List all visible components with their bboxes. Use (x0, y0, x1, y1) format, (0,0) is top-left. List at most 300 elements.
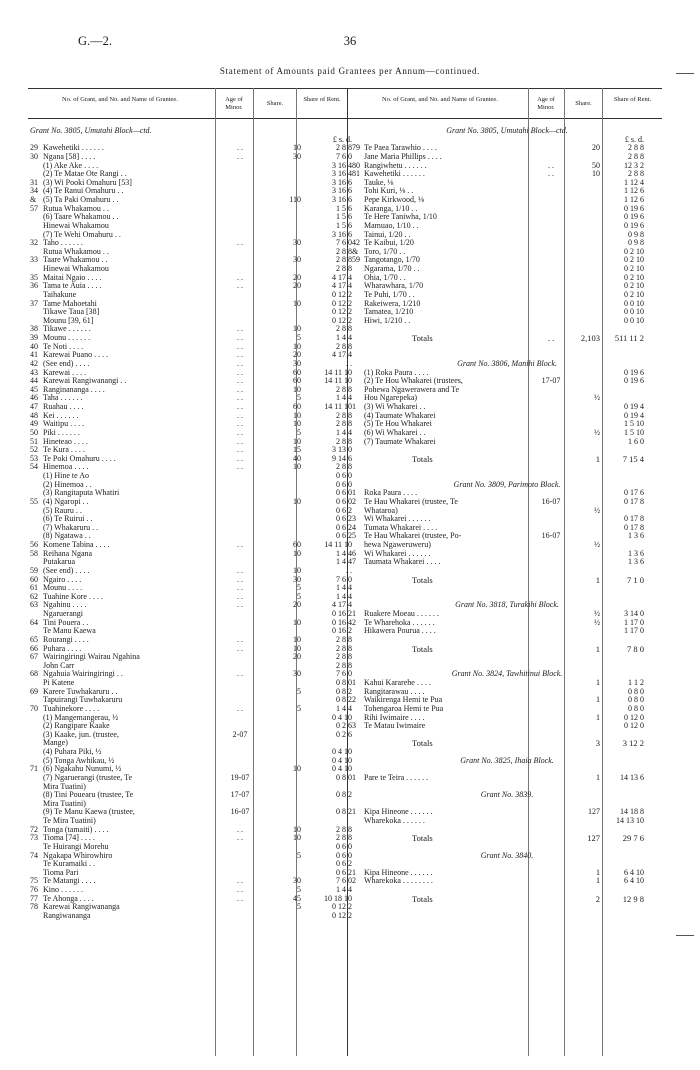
grantee-name: (7) Ngaruerangi (trustee, Te (43, 772, 133, 782)
grantee-name: Rutua Whakamou . . (43, 246, 109, 256)
rent-value: 1 12 6 (624, 186, 644, 196)
rent-value: 0 6 2 (336, 505, 352, 515)
rent-value: 2 8 8 (336, 143, 352, 153)
grantee-name: Kawehetiki . . . . . . (43, 143, 104, 153)
table-row (352, 317, 662, 326)
grantee-name: (2) Te Matae Ote Rangi . . (43, 169, 127, 179)
grantee-name: Taare Whakamou . . (43, 255, 108, 265)
rent-value: 0 6 2 (336, 522, 352, 532)
rent-value: 1 6 0 (628, 436, 644, 446)
page-number: 36 (343, 34, 357, 48)
grantee-name: Karewai Rangiwananga (43, 902, 120, 912)
grantee-name: Tuahinekore . . . . (43, 703, 100, 713)
rent-value: 0 19 6 (624, 212, 644, 222)
grantee-name: Hiwi, 1/210 . . (364, 315, 411, 325)
grantee-name: (6) Taare Whakamou . . (43, 212, 119, 222)
grantee-name: Pi Katene (43, 678, 75, 687)
grantee-name: (4) Taumate Whakarei (364, 410, 436, 420)
totals-row (352, 576, 662, 585)
rent-value: . . (346, 565, 352, 575)
rent-value: 2 8 8 (336, 246, 352, 256)
minor-age: . . (237, 876, 243, 886)
grant-no: 61 (30, 583, 38, 593)
rent-value: 14 11 10 (324, 376, 352, 386)
rent-value: 0 2 6 (336, 729, 352, 739)
rent-value: 29 7 6 (622, 833, 644, 844)
rent-value: 0 8 0 (628, 703, 644, 713)
share-value: 1 (596, 678, 600, 687)
minor-age: . . (237, 376, 243, 386)
rent-value: 0 12 0 (624, 712, 644, 722)
rent-value: 14 18 8 (620, 807, 644, 817)
minor-age: . . (237, 565, 243, 575)
grantee-name: Te Hau Whakarei (trustee, Te (364, 496, 458, 506)
rent-value: 0 19 4 (624, 410, 644, 420)
share-value: 10 (293, 824, 301, 834)
rent-value: 0 16 2 (332, 626, 352, 636)
rent-value: 1 5 10 (624, 427, 644, 437)
minor-age: . . (237, 427, 243, 437)
minor-age: . . (237, 669, 243, 679)
table-row (30, 548, 352, 559)
minor-age: . . (237, 885, 243, 894)
grantee-name: Te Mira Tuatini) (43, 816, 96, 825)
rent-value: 0 2 6 (336, 721, 352, 731)
grantee-name: Tauke, ⅛ (364, 177, 394, 187)
rent-value: 1 12 4 (624, 177, 644, 187)
rent-value: 3 16 4 (332, 169, 352, 179)
grantee-name: Totals (412, 333, 433, 343)
grantee-name: Te Hau Whakarei (trustee, Po- (364, 531, 462, 541)
totals-row (352, 334, 662, 343)
minor-age: . . (237, 824, 243, 834)
grant-no: 71 (30, 764, 38, 774)
grant-no: 60 (30, 574, 38, 584)
minor-age: 19-07 (230, 772, 250, 782)
grantee-name: Wi Whakarei . . . . . . (364, 514, 431, 524)
share-value: 30 (293, 876, 301, 886)
totals-row (352, 834, 662, 843)
table-row (352, 653, 662, 662)
grant-no: 43 (30, 367, 38, 377)
col-header-age-right: Age of Minor. (537, 96, 555, 111)
share-value: 20 (293, 272, 301, 282)
right-table-body (352, 127, 662, 903)
grantee-name: (5) Tonga Awhikau, ½ (43, 755, 115, 765)
margin-mark (676, 73, 694, 74)
share-value: 3 (595, 738, 600, 749)
rent-value: 2 8 8 (336, 652, 352, 662)
rent-value: 0 6 0 (336, 488, 352, 498)
grant-no: 33 (30, 255, 38, 265)
rent-value: 2 8 8 (336, 255, 352, 265)
rent-value: 0 4 10 (332, 755, 352, 765)
grantee-name: Mange) (43, 738, 68, 748)
grant-no: 31 (30, 177, 38, 187)
grantee-name: Kei . . . . . . (43, 410, 79, 420)
rent-value: 6 4 10 (624, 867, 644, 877)
grantee-name: Te Huirangi Morehu (43, 841, 109, 851)
share-value: 15 (293, 445, 301, 455)
minor-age: . . (237, 591, 243, 601)
rent-value: 0 6 2 (336, 859, 352, 869)
minor-age: . . (237, 410, 243, 420)
minor-age: 17-07 (541, 376, 561, 386)
minor-age: . . (548, 160, 554, 170)
table-row (352, 463, 662, 472)
totals-row (352, 645, 662, 654)
grantee-name: Ngakapa Whirowhiro (43, 850, 113, 860)
grantee-name: Te Ahonga . . . . (43, 893, 94, 903)
grantee-name: Kahui Kararehe . . . . (364, 678, 431, 687)
share-value: 20 (293, 600, 301, 610)
rent-value: 4 17 4 (332, 350, 352, 360)
minor-age: . . (237, 436, 243, 446)
rent-value: 2 8 8 (336, 634, 352, 644)
rent-value: 0 12 2 (332, 289, 352, 299)
minor-age: . . (237, 238, 243, 248)
grant-no: 54 (30, 462, 38, 472)
table-row (352, 446, 662, 455)
grantee-name: Pepe Kirkwood, ⅛ (364, 195, 424, 204)
grantee-name: Ngahuia Wairingiringi . . (43, 669, 123, 679)
margin-mark (676, 935, 694, 936)
rent-value: 1 3 6 (628, 531, 644, 541)
grantee-name: Ohia, 1/70 . . (364, 272, 406, 282)
minor-age: . . (237, 350, 243, 360)
grantee-name: Hikawera Pourua . . . . (364, 626, 436, 636)
share-value: 30 (293, 151, 301, 161)
grantee-name: Wharekoka . . . . . . (364, 816, 425, 825)
grant-no: 59 (30, 565, 38, 575)
rent-value: 7 6 0 (336, 669, 352, 679)
share-value: 2 (595, 893, 600, 904)
grant-no: 34 (30, 186, 38, 196)
grantee-name: Te Paea Tarawhio . . . . (364, 143, 437, 153)
grantee-name: Karewai Rangiwanangi . . (43, 376, 127, 386)
grant-no: 4 (352, 522, 356, 532)
rent-value: 0 6 2 (336, 531, 352, 541)
section-heading (352, 791, 662, 800)
share-value: 10 (293, 419, 301, 429)
document-code: G.—2. (78, 34, 113, 48)
rent-value: 0 12 2 (332, 902, 352, 912)
grant-no: 72 (30, 824, 38, 834)
rent-value: 3 16 4 (332, 160, 352, 170)
rent-value: 0 12 2 (332, 910, 352, 920)
rent-value: 1 5 10 (624, 419, 644, 429)
rent-value: 0 6 0 (336, 479, 352, 489)
rent-value: 0 16 4 (332, 617, 352, 627)
share-value: ½ (594, 505, 600, 515)
table-row (352, 438, 662, 447)
share-value: 10 (293, 341, 301, 351)
minor-age: 2-07 (232, 729, 248, 739)
grantee-name: Totals (412, 833, 433, 844)
share-value: 1 (596, 695, 600, 705)
rent-value: 2 8 8 (336, 824, 352, 834)
rent-value: 0 6 0 (336, 471, 352, 480)
share-value: 5 (297, 902, 301, 912)
rent-value: 0 9 8 (628, 229, 644, 239)
rent-value: 2 8 8 (336, 833, 352, 843)
grantee-name: Tioma Pari (43, 867, 79, 877)
grantee-name: Tikawe . . . . . . (43, 324, 91, 334)
grant-no: 2 (352, 695, 356, 705)
share-value: 5 (297, 885, 301, 894)
rent-value: 2 8 8 (628, 169, 644, 179)
grantee-name: Rakeiwera, 1/210 (364, 298, 421, 308)
rent-value: 0 0 10 (624, 298, 644, 308)
minor-age: . . (237, 574, 243, 584)
grantee-name: Rihi Iwimaire . . . . (364, 712, 425, 722)
grantee-name: Te Kura . . . . (43, 445, 85, 455)
rent-value: 12 9 8 (622, 893, 644, 904)
grant-no: 1 (352, 867, 356, 877)
rent-value: £ s. d. (624, 134, 644, 144)
rent-value: 0 8 0 (628, 686, 644, 696)
rent-value: 0 17 8 (624, 522, 644, 532)
grantee-name: Mamuao, 1/10 . . (364, 220, 419, 230)
rent-value: 4 17 4 (332, 281, 352, 291)
rent-value: 0 19 6 (624, 367, 644, 377)
minor-age: . . (237, 634, 243, 644)
page-header (64, 34, 636, 50)
grant-no: 56 (30, 540, 38, 549)
grantee-name: Hinewai Whakamou (43, 264, 109, 273)
minor-age: . . (237, 600, 243, 610)
grant-no: 75 (30, 876, 38, 886)
share-value: 10 (293, 298, 301, 308)
grantee-name: (9) Te Manu Kaewa (trustee, (43, 807, 135, 817)
share-value: 10 (293, 617, 301, 627)
grantee-name: Te Manu Kaewa (43, 626, 96, 636)
table-row (352, 731, 662, 740)
rent-value: 1 5 6 (336, 212, 352, 222)
grantee-name: (4) Ngaropi . . (43, 496, 89, 506)
grantee-name: Tamatea, 1/210 (364, 307, 414, 317)
rent-value: 0 6 0 (336, 850, 352, 860)
rent-value: 0 6 0 (336, 496, 352, 506)
rent-value: 1 5 6 (336, 220, 352, 230)
grantee-name: (6) Wi Whakarei . . (364, 427, 426, 437)
grantee-name: Piki . . . . . . (43, 427, 80, 437)
rent-value: 1 4 4 (336, 591, 352, 601)
rent-value: 2 8 8 (336, 419, 352, 429)
rent-value: 2 8 8 (336, 436, 352, 446)
share-value: 5 (297, 583, 301, 593)
grantee-name: Totals (412, 643, 433, 654)
share-value: ½ (594, 427, 600, 437)
grant-no: 2 (352, 876, 356, 886)
rent-value: . . (346, 358, 352, 368)
totals-row (352, 455, 662, 464)
grantee-name: Taho . . . . . . (43, 238, 83, 248)
rent-value: 0 8 2 (336, 695, 352, 705)
grant-no: 37 (30, 298, 38, 308)
grantee-name: Wharekoka . . . . . . . . (364, 876, 433, 886)
minor-age: . . (237, 358, 243, 368)
grantee-name: Kawehetiki . . . . . . (364, 169, 425, 179)
grant-no: 47 (30, 402, 38, 411)
grantee-name: Pare te Teira . . . . . . (364, 772, 429, 782)
share-value: 20 (293, 281, 301, 291)
grantee-name: (8) Ngatawa . . (43, 531, 91, 541)
rent-value: 1 4 4 (336, 427, 352, 437)
col-header-age-left: Age of Minor. (225, 96, 243, 111)
rent-value: 0 6 2 (336, 867, 352, 877)
share-value: ½ (594, 393, 600, 403)
grantee-name: Maitai Ngaio . . . . (43, 272, 102, 282)
share-value: 30 (293, 669, 301, 679)
grant-no: 1 (352, 609, 356, 618)
grant-no: 5 (352, 531, 356, 541)
rent-value: £ s. d. (332, 134, 352, 144)
share-value: 30 (293, 574, 301, 584)
grantee-name: Kipa Hineone . . . . . . (364, 867, 433, 877)
table-row (352, 170, 662, 179)
rent-value: 2 8 8 (336, 410, 352, 420)
rent-value: 3 16 6 (332, 177, 352, 187)
grantee-name: Tonga (tamaiti) . . . . (43, 824, 109, 834)
grantee-name: Te Kuramaiki . . (43, 859, 96, 869)
grant-no: 1 (352, 678, 356, 687)
grantee-name: Rourangi . . . . (43, 634, 89, 644)
grantee-name: Waitipu . . . . (43, 419, 85, 429)
section-heading-text: Grant No. 3824, Tawhitinui Block. (451, 669, 563, 679)
grantee-name: Tangotango, 1/70 (364, 255, 420, 265)
rent-value: 2 8 8 (336, 264, 352, 273)
grant-no: 59 (352, 255, 360, 265)
rent-value: 1 5 6 (336, 203, 352, 213)
grantee-name: Totals (412, 574, 433, 585)
section-heading (352, 127, 662, 136)
rent-value: 1 4 4 (336, 393, 352, 403)
grantee-name: Te Wharehoka . . . . . . (364, 617, 435, 627)
grantee-name: (3) Rangitaputa Whatiri (43, 488, 120, 498)
grantee-name: (1) Mangemangerau, ½ (43, 712, 119, 722)
rent-value: 0 2 10 (624, 281, 644, 291)
grantee-name: Tame Mahoetahi (43, 298, 97, 308)
table-row (352, 558, 662, 567)
grant-no: 1 (352, 807, 356, 817)
grant-no: 52 (30, 445, 38, 455)
rent-value: 3 12 2 (622, 738, 644, 749)
share-value: 10 (592, 169, 600, 179)
grantee-name: Te Matangi . . . . (43, 876, 96, 886)
share-value: 127 (587, 833, 600, 844)
minor-age: . . (237, 393, 243, 403)
grantee-name: Tioma [74] . . . . (43, 833, 95, 843)
minor-age: . . (237, 703, 243, 713)
grantee-name: Tuahine Kore . . . . (43, 591, 103, 601)
grantee-name: Ruakere Moeau . . . . . . (364, 609, 439, 618)
grant-no: 44 (30, 376, 38, 386)
grant-no: 40 (30, 341, 38, 351)
table-title: Statement of Amounts paid Grantees per Annum—continued. (219, 66, 481, 76)
section-heading-text: Grant No. 3840. (480, 850, 534, 860)
rent-value: 0 8 0 (336, 772, 352, 782)
grantee-name: Mounu [39, 61] (43, 315, 94, 325)
grantee-name: Te Poki Omahuru . . . . (43, 453, 116, 463)
rent-value: 2 8 8 (336, 341, 352, 351)
grantee-name: (5) Ta Paki Omahuru . . (43, 195, 119, 204)
grantee-name: Tumata Whakarei . . . . (364, 522, 438, 532)
grant-no: 67 (30, 652, 38, 662)
grantee-name: Te Puhi, 1/70 . . (364, 289, 415, 299)
grantee-name: Roka Paura . . . . (364, 488, 418, 498)
grantee-name: (5) Rauru . . (43, 505, 82, 515)
rent-value: 0 2 10 (624, 255, 644, 265)
grant-no: 6 (352, 548, 356, 558)
grant-no: 74 (30, 850, 38, 860)
rent-value: 0 12 0 (624, 721, 644, 731)
grantee-name: (6) Te Ruirui . . (43, 514, 93, 524)
grantee-name: Karewai . . . . (43, 367, 87, 377)
share-value: 5 (297, 333, 301, 342)
rent-value: 4 17 4 (332, 272, 352, 282)
rent-value: 14 11 10 (324, 402, 352, 411)
minor-age: . . (237, 333, 243, 342)
grantee-name: Tohengaroa Hemi te Pua (364, 703, 444, 713)
minor-age: . . (237, 583, 243, 593)
rent-value: 0 8 2 (336, 807, 352, 817)
grantee-name: Totals (412, 893, 433, 904)
grantee-name: (See end) . . . . (43, 358, 90, 368)
minor-age: . . (237, 324, 243, 334)
grantee-name: Tikawe Taua [38] (43, 307, 100, 317)
rent-value: 3 13 0 (332, 445, 352, 455)
grantee-name: Tainui, 1/20 . . (364, 229, 411, 239)
share-value: 10 (293, 143, 301, 153)
share-value: 127 (588, 807, 600, 817)
grantee-name: Toro, 1/70 . . (364, 246, 406, 256)
grantee-name: Komene Tabina . . . . (43, 540, 110, 549)
grantee-name: (7) Whakaruru . . (43, 522, 99, 532)
section-heading-text: Grant No. 3809, Parimoto Block. (453, 479, 561, 489)
rent-value: 0 9 8 (628, 238, 644, 248)
minor-age: . . (237, 143, 243, 153)
minor-age: . . (237, 445, 243, 455)
grantee-name: Tama te Auia . . . . (43, 281, 102, 291)
grantee-name: Ngarama, 1/70 . . (364, 264, 420, 273)
totals-row (352, 739, 662, 748)
rent-value: 2 8 8 (628, 143, 644, 153)
share-value: 30 (293, 358, 301, 368)
rent-value: 0 19 6 (624, 203, 644, 213)
grant-no: 78 (30, 902, 38, 912)
grantee-name: Kipa Hineone . . . . . . (364, 807, 433, 817)
grantee-name: (1) Roka Paura . . . . (364, 367, 429, 377)
rent-value: 4 17 4 (332, 600, 352, 610)
rent-value: 2 8 8 (336, 643, 352, 653)
section-heading (352, 852, 662, 861)
share-value: 10 (293, 410, 301, 420)
grantee-name: Ngairo . . . . (43, 574, 82, 584)
grant-no: 36 (30, 281, 38, 291)
grantee-name: Hou Ngarepeka) (364, 393, 418, 403)
table-row (352, 722, 662, 731)
header-bottom-rule (28, 118, 662, 119)
rent-value: 0 2 10 (624, 264, 644, 273)
grantee-name: Te Noti . . . . (43, 341, 84, 351)
table-row (352, 584, 662, 593)
rent-value: 14 11 10 (324, 367, 352, 377)
share-value: 5 (297, 427, 301, 437)
share-value: 1 (595, 574, 600, 585)
share-value: 60 (293, 540, 301, 549)
rent-value: 0 4 10 (332, 747, 352, 756)
